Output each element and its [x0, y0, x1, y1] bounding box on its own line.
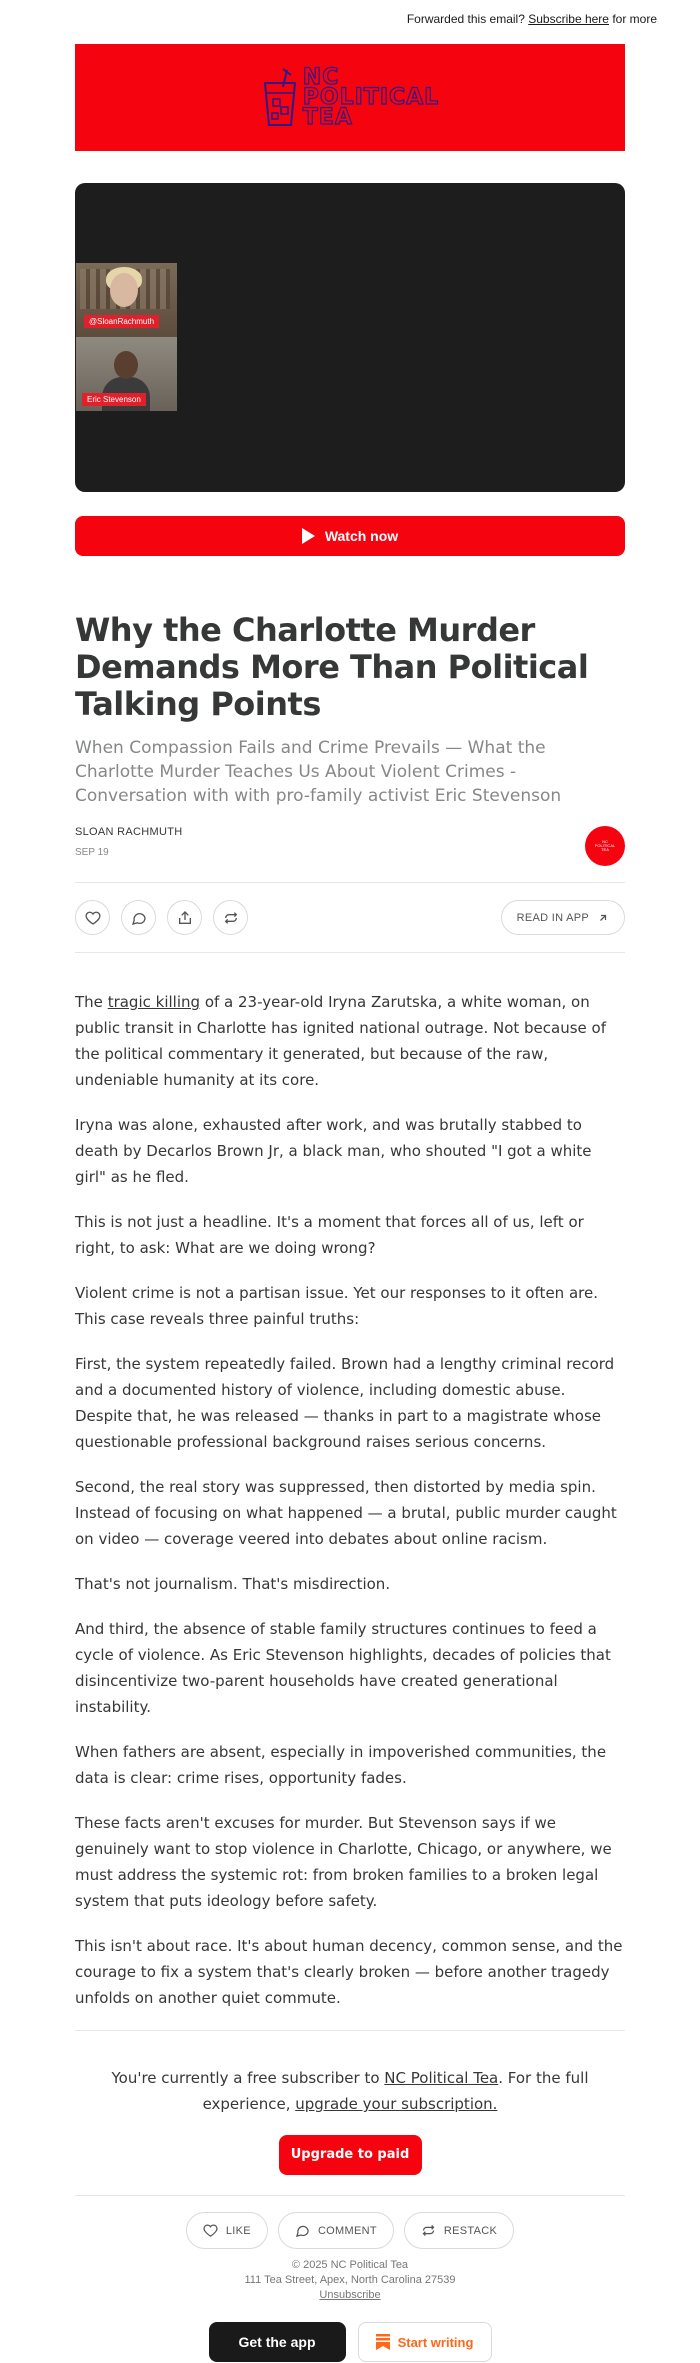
- comment-icon: [295, 2223, 310, 2238]
- comment-button[interactable]: [121, 900, 156, 935]
- watch-now-label: Watch now: [324, 528, 399, 544]
- post-date: SEP 19: [75, 847, 109, 858]
- unsubscribe-link[interactable]: Unsubscribe: [319, 2289, 381, 2301]
- publication-avatar[interactable]: [585, 826, 625, 866]
- upgrade-link[interactable]: upgrade your subscription.: [295, 2095, 498, 2113]
- like-label: LIKE: [225, 2224, 251, 2237]
- preheader: [0, 0, 700, 44]
- heart-icon: [85, 910, 101, 926]
- footer-restack-button[interactable]: [404, 2212, 514, 2249]
- start-writing-label: Start writing: [397, 2334, 474, 2350]
- footer-comment-button[interactable]: [278, 2212, 394, 2249]
- logo-line-1: NC: [302, 64, 340, 90]
- restack-label: RESTACK: [443, 2224, 498, 2237]
- mailing-address: 111 Tea Street, Apex, North Carolina 27539: [244, 2274, 456, 2286]
- read-in-app-label: READ IN APP: [516, 911, 589, 924]
- share-button[interactable]: [167, 900, 202, 935]
- tea-glass-icon: [261, 67, 299, 129]
- play-icon: [302, 528, 315, 544]
- preheader-text: Forwarded this email?: [406, 12, 525, 26]
- paragraph: [75, 989, 625, 1093]
- bookmark-icon: [376, 2334, 390, 2350]
- publication-banner[interactable]: [75, 44, 625, 151]
- subscribe-link[interactable]: Subscribe here: [528, 12, 609, 26]
- video-thumbnail: [76, 263, 177, 411]
- post-subtitle: When Compassion Fails and Crime Prevails — What the Charlotte Murder Teaches Us About Violent Crimes - Conversation with with pro-family activist Eric Stevenson: [75, 738, 562, 806]
- share-icon: [177, 910, 193, 926]
- logo-wordmark: [302, 64, 440, 130]
- speaker-1-face: [110, 273, 138, 307]
- notice-text: . For the full experience,: [202, 2069, 589, 2113]
- paragraph-text: of a 23-year-old Iryna Zarutska, a white woman, on public transit in Charlotte has ignited national outrage. Not because of the political commentary it generated, but because of the raw, undeniable humanity at its core.: [75, 993, 606, 1089]
- paragraph: And third, the absence of stable family structures continues to feed a cycle of violence. As Eric Stevenson highlights, decades of policies that disincentivize two-parent households have created generational instability.: [75, 1620, 611, 1716]
- notice-text: You're currently a free subscriber to: [111, 2069, 380, 2087]
- author-name[interactable]: SLOAN RACHMUTH: [75, 826, 183, 838]
- footer-like-button[interactable]: [186, 2212, 268, 2249]
- speaker-2-frame: [76, 337, 177, 411]
- footer-actions: [75, 2195, 625, 2249]
- speaker-2-face: [114, 351, 138, 379]
- copyright: © 2025 NC Political Tea: [291, 2259, 409, 2271]
- speaker-2-tag: Eric Stevenson: [82, 393, 146, 406]
- app-promo: [75, 2322, 625, 2362]
- heart-icon: [203, 2223, 218, 2238]
- logo-line-2: POLITICAL: [302, 84, 440, 110]
- post-body: [75, 989, 625, 2011]
- post: [75, 612, 625, 2362]
- logo-line-3: TEA: [302, 104, 353, 130]
- publication-logo: [261, 64, 440, 130]
- speaker-1-frame: [76, 263, 177, 337]
- paragraph: Violent crime is not a partisan issue. Yet our responses to it often are. This case reveals three painful truths:: [75, 1284, 598, 1328]
- speaker-1-tag: @SloanRachmuth: [84, 315, 159, 328]
- arrow-up-right-icon: [597, 912, 609, 924]
- paragraph: Iryna was alone, exhausted after work, and was brutally stabbed to death by Decarlos Brown Jr, a black man, who shouted "I got a white girl" as he fled.: [75, 1116, 592, 1186]
- watch-now-button[interactable]: [75, 516, 625, 556]
- paragraph-text: The: [75, 993, 103, 1011]
- read-in-app-button[interactable]: [501, 900, 625, 935]
- paragraph: First, the system repeatedly failed. Brown had a lengthy criminal record and a documented history of violence, including domestic abuse. Despite that, he was released — thanks in part to a magistrate whose questionable professional background raises serious concerns.: [75, 1355, 615, 1451]
- post-actions: [75, 882, 625, 953]
- byline: [75, 826, 625, 866]
- restack-button[interactable]: [213, 900, 248, 935]
- paragraph: That's not journalism. That's misdirection.: [75, 1575, 391, 1593]
- upgrade-to-paid-button[interactable]: Upgrade to paid: [279, 2135, 422, 2175]
- paragraph: This is not just a headline. It's a moment that forces all of us, left or right, to ask: What are we doing wrong?: [75, 1213, 584, 1257]
- publication-link[interactable]: NC Political Tea: [384, 2069, 499, 2087]
- comment-label: COMMENT: [317, 2224, 377, 2237]
- post-title[interactable]: Why the Charlotte Murder Demands More Than Political Talking Points: [75, 611, 589, 723]
- paragraph: Second, the real story was suppressed, then distorted by media spin. Instead of focusing on what happened — a brutal, public murder caught on video — coverage veered into debates about online racism.: [75, 1478, 617, 1548]
- restack-icon: [421, 2223, 436, 2238]
- paragraph: This isn't about race. It's about human decency, common sense, and the courage to fix a system that's clearly broken — before another tragedy unfolds on another quiet commute.: [75, 1937, 623, 2007]
- restack-icon: [223, 910, 239, 926]
- get-the-app-button[interactable]: Get the app: [209, 2322, 346, 2362]
- avatar-wordmark: NC POLITICAL TEA: [594, 839, 616, 852]
- video-player[interactable]: [75, 183, 625, 492]
- tragic-killing-link[interactable]: tragic killing: [107, 993, 201, 1011]
- start-writing-button[interactable]: [358, 2322, 492, 2362]
- legal-footer: [75, 2258, 625, 2303]
- comment-icon: [131, 910, 147, 926]
- subscription-notice: [75, 2030, 625, 2175]
- preheader-suffix: for more: [612, 12, 657, 26]
- like-button[interactable]: [75, 900, 110, 935]
- paragraph: These facts aren't excuses for murder. But Stevenson says if we genuinely want to stop violence in Charlotte, Chicago, or anywhere, we must address the systemic rot: from broken families to a broken legal system that puts ideology before safety.: [75, 1814, 612, 1910]
- paragraph: When fathers are absent, especially in impoverished communities, the data is clear: crime rises, opportunity fades.: [75, 1743, 607, 1787]
